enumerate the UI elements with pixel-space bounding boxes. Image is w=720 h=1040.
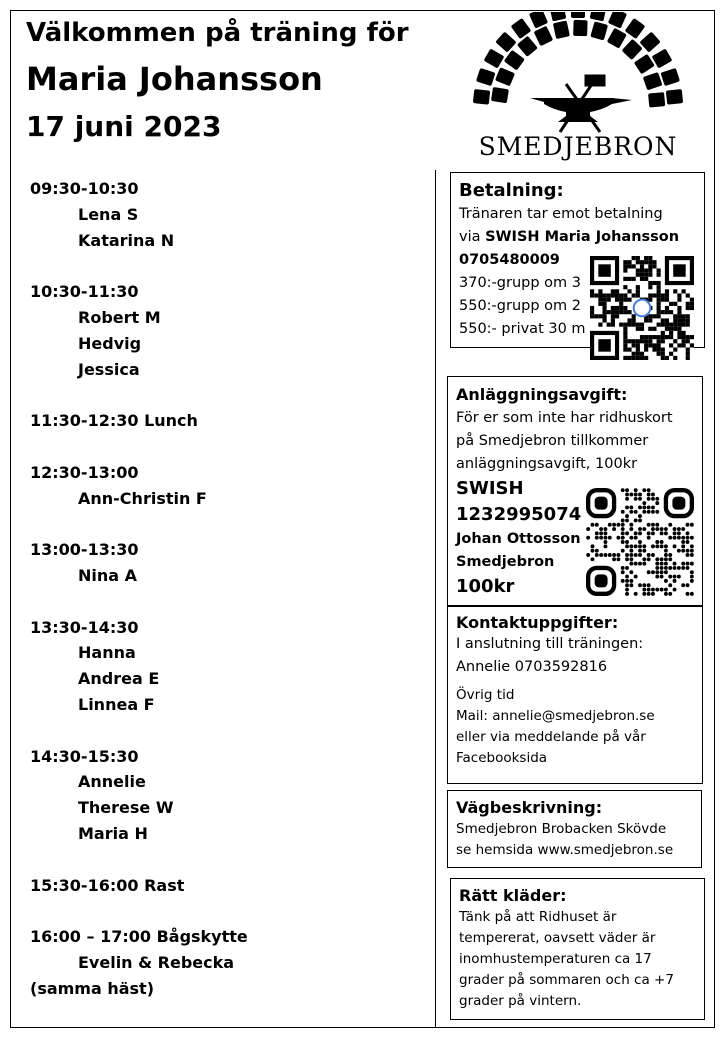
schedule-line: 09:30-10:30 (30, 179, 139, 198)
schedule-line: 12:30-13:00 (30, 462, 139, 482)
contact-line6: Facebooksida (456, 750, 548, 766)
clothes-box (450, 878, 705, 1020)
directions-box (447, 790, 702, 868)
payment-swish-name: SWISH Maria Johansson (485, 229, 680, 245)
clothes-line5: grader på vintern. (459, 993, 582, 1009)
schedule-line: Jessica (78, 359, 140, 379)
schedule-line: 14:30-15:30 (30, 746, 139, 766)
facility-amount: 100kr (456, 576, 515, 597)
schedule-line: Annelie (78, 772, 146, 792)
payment-title: Betalning: (459, 180, 564, 201)
schedule-line: 15:30-16:00 Rast (30, 875, 185, 895)
trainer-name: Maria Johansson (26, 60, 323, 98)
schedule-line: Therese W (78, 798, 174, 818)
facility-line3: anläggningsavgift, 100kr (456, 456, 638, 472)
payment-qr-code (590, 256, 694, 360)
schedule-line: Linnea F (78, 694, 155, 714)
payment-price3: 550:- privat 30 m (459, 321, 586, 337)
contact-line3: Övrig tid (456, 687, 515, 703)
clothes-line2: tempererat, oavsett väder är (459, 930, 656, 946)
facility-name1: Johan Ottosson (456, 531, 581, 547)
directions-line2: se hemsida www.smedjebron.se (456, 842, 674, 858)
contact-line5: eller via meddelande på vår (456, 729, 646, 745)
payment-line2-prefix: via (459, 229, 486, 245)
schedule-line: Hanna (78, 643, 136, 663)
schedule-line: Evelin & Rebecka (78, 952, 235, 972)
schedule-line: Nina A (78, 565, 138, 585)
schedule-spacer (30, 511, 430, 537)
contact-line2: Annelie 0703592816 (456, 659, 608, 675)
payment-line2 (459, 226, 696, 249)
directions-line1: Smedjebron Brobacken Skövde (456, 821, 667, 837)
column-divider (435, 170, 436, 1028)
schedule-line: 13:30-14:30 (30, 617, 139, 637)
contact-email: Mail: annelie@smedjebron.se (456, 708, 655, 724)
welcome-heading: Välkommen på träning för (26, 18, 409, 48)
facility-line1: För er som inte har ridhuskort (456, 410, 673, 426)
logo-wordmark: SMEDJEBRON (478, 132, 678, 161)
facility-title: Anläggningsavgift: (456, 385, 628, 404)
schedule-line: Ann-Christin F (78, 488, 207, 508)
schedule-spacer (30, 847, 430, 873)
schedule-line: 13:00-13:30 (30, 540, 139, 560)
facility-qr-code (586, 488, 694, 596)
contact-title: Kontaktuppgifter: (456, 613, 619, 632)
schedule-line: 16:00 – 17:00 Bågskytte (30, 927, 248, 947)
schedule-line: 11:30-12:30 Lunch (30, 411, 198, 431)
facility-line2: på Smedjebron tillkommer (456, 433, 649, 449)
facility-swish-label: SWISH (456, 478, 524, 499)
clothes-line1: Tänk på att Ridhuset är (459, 909, 617, 925)
schedule-line: 10:30-11:30 (30, 282, 139, 302)
contact-line1: I anslutning till träningen: (456, 636, 644, 652)
contact-box (447, 606, 703, 784)
directions-title: Vägbeskrivning: (456, 798, 603, 817)
facility-name2: Smedjebron (456, 554, 555, 570)
schedule-line: Katarina N (78, 230, 175, 250)
payment-price2: 550:-grupp om 2 (459, 298, 581, 314)
schedule-spacer (30, 718, 430, 744)
payment-price1: 370:-grupp om 3 (459, 275, 581, 291)
payment-line1: Tränaren tar emot betalning (459, 206, 663, 222)
schedule-line: (samma häst) (30, 978, 155, 998)
clothes-line3: inomhustemperaturen ca 17 (459, 951, 652, 967)
schedule-line: Robert M (78, 307, 161, 327)
clothes-line4: grader på sommaren och ca +7 (459, 972, 674, 988)
schedule-line: Hedvig (78, 333, 142, 353)
facility-swish-number: 1232995074 (456, 504, 582, 525)
schedule-list (30, 176, 430, 1002)
schedule-spacer (30, 382, 430, 408)
schedule-spacer (30, 898, 430, 924)
training-date: 17 juni 2023 (26, 110, 222, 143)
schedule-line: Andrea E (78, 669, 160, 689)
payment-phone: 0705480009 (459, 252, 560, 268)
schedule-line: Maria H (78, 823, 148, 843)
schedule-line: Lena S (78, 204, 139, 224)
clothes-title: Rätt kläder: (459, 886, 567, 905)
schedule-spacer (30, 589, 430, 615)
schedule-spacer (30, 253, 430, 279)
schedule-spacer (30, 434, 430, 460)
